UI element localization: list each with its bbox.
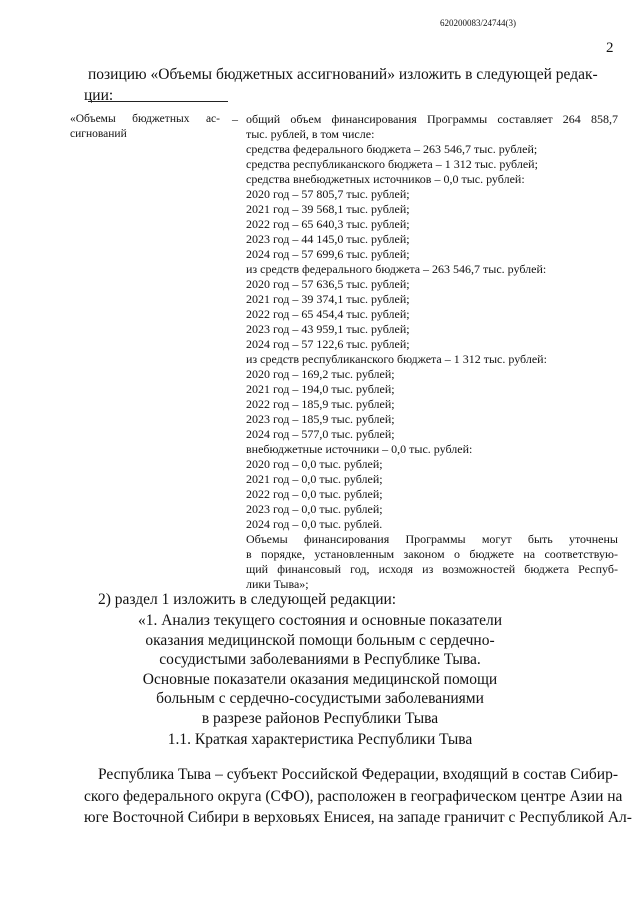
passport-line: 2021 год – 194,0 тыс. рублей; <box>246 382 395 396</box>
passport-line: 2020 год – 169,2 тыс. рублей; <box>246 367 395 381</box>
passport-line: 2023 год – 0,0 тыс. рублей; <box>246 502 383 516</box>
passport-line: 2021 год – 39 568,1 тыс. рублей; <box>246 202 410 216</box>
intro-line: ции: <box>84 87 114 104</box>
divider-line <box>88 101 228 102</box>
intro-line: позицию «Объемы бюджетных ассигнований» изложить в следующей редак- <box>88 66 598 83</box>
passport-line: 2020 год – 57 636,5 тыс. рублей; <box>246 277 410 291</box>
document-id: 620200083/24744(3) <box>440 18 516 28</box>
subsection-heading: 1.1. Краткая характеристика Республики Тыва <box>167 731 473 748</box>
body-paragraph <box>84 764 632 829</box>
passport-line: 2022 год – 65 454,4 тыс. рублей; <box>246 307 410 321</box>
heading-line: «1. Анализ текущего состояния и основные показатели <box>137 612 503 629</box>
heading-line: сосудистыми заболеваниями в Республике Тыва. <box>159 651 481 668</box>
paragraph-line: ского федерального округа (СФО), расположен в географическом центре Азии на <box>84 787 623 805</box>
passport-line: средства внебюджетных источников – 0,0 тыс. рублей: <box>246 172 525 186</box>
passport-values <box>246 112 618 592</box>
paragraph-line: юге Восточной Сибири в верховьях Енисея, на западе граничит с Республикой Ал- <box>84 809 632 826</box>
note-line: Объемы финансирования Программы могут быть уточнены <box>246 532 618 546</box>
page-number: 2 <box>606 40 614 56</box>
passport-line: средства республиканского бюджета – 1 312 тыс. рублей; <box>246 157 538 171</box>
passport-line: из средств республиканского бюджета – 1 312 тыс. рублей: <box>246 352 547 366</box>
paragraph-line: Республика Тыва – субъект Российской Федерации, входящий в состав Сибир- <box>98 766 618 783</box>
heading-line: Основные показатели оказания медицинской помощи <box>142 670 498 688</box>
passport-left-label <box>70 112 220 142</box>
passport-line: 2023 год – 44 145,0 тыс. рублей; <box>246 232 410 246</box>
passport-line: 2022 год – 185,9 тыс. рублей; <box>246 397 395 411</box>
passport-line: 2024 год – 577,0 тыс. рублей; <box>246 427 395 441</box>
passport-line: 2022 год – 65 640,3 тыс. рублей; <box>246 217 410 231</box>
heading-line: больным с сердечно-сосудистыми заболеваниями <box>156 690 484 707</box>
passport-line: 2024 год – 0,0 тыс. рублей. <box>246 517 383 531</box>
passport-line: 2020 год – 0,0 тыс. рублей; <box>246 457 383 471</box>
section-instruction: 2) раздел 1 изложить в следующей редакции: <box>98 591 397 608</box>
passport-line: 2020 год – 57 805,7 тыс. рублей; <box>246 187 410 201</box>
passport-line: средства федерального бюджета – 263 546,7 тыс. рублей; <box>246 142 538 156</box>
passport-line: 2024 год – 57 122,6 тыс. рублей; <box>246 337 410 351</box>
passport-line: 2024 год – 57 699,6 тыс. рублей; <box>246 247 410 261</box>
heading-line: оказания медицинской помощи больным с сердечно- <box>145 631 495 649</box>
note-line: щий финансовый год, исходя из возможностей бюджета Респуб- <box>246 562 618 576</box>
heading-line: в разрезе районов Республики Тыва <box>201 709 439 727</box>
section-heading <box>110 611 530 728</box>
intro-paragraph <box>84 64 618 104</box>
passport-line: внебюджетные источники – 0,0 тыс. рублей: <box>246 442 473 456</box>
note-line: лики Тыва»; <box>246 577 309 591</box>
passport-line: 2023 год – 43 959,1 тыс. рублей; <box>246 322 410 336</box>
passport-line: 2023 год – 185,9 тыс. рублей; <box>246 412 395 426</box>
note-line: в порядке, установленным законом о бюджете на соответствую- <box>246 547 618 561</box>
passport-dash: – <box>232 112 238 126</box>
passport-line: 2021 год – 39 374,1 тыс. рублей; <box>246 292 410 306</box>
passport-line: тыс. рублей, в том числе: <box>246 127 375 141</box>
passport-line: 2022 год – 0,0 тыс. рублей; <box>246 487 383 501</box>
passport-line: общий объем финансирования Программы составляет 264 858,7 <box>246 112 618 126</box>
passport-line: из средств федерального бюджета – 263 546,7 тыс. рублей: <box>246 262 547 276</box>
left-label-text: «Объемы бюджетных ас-сигнований <box>70 113 220 140</box>
passport-line: 2021 год – 0,0 тыс. рублей; <box>246 472 383 486</box>
